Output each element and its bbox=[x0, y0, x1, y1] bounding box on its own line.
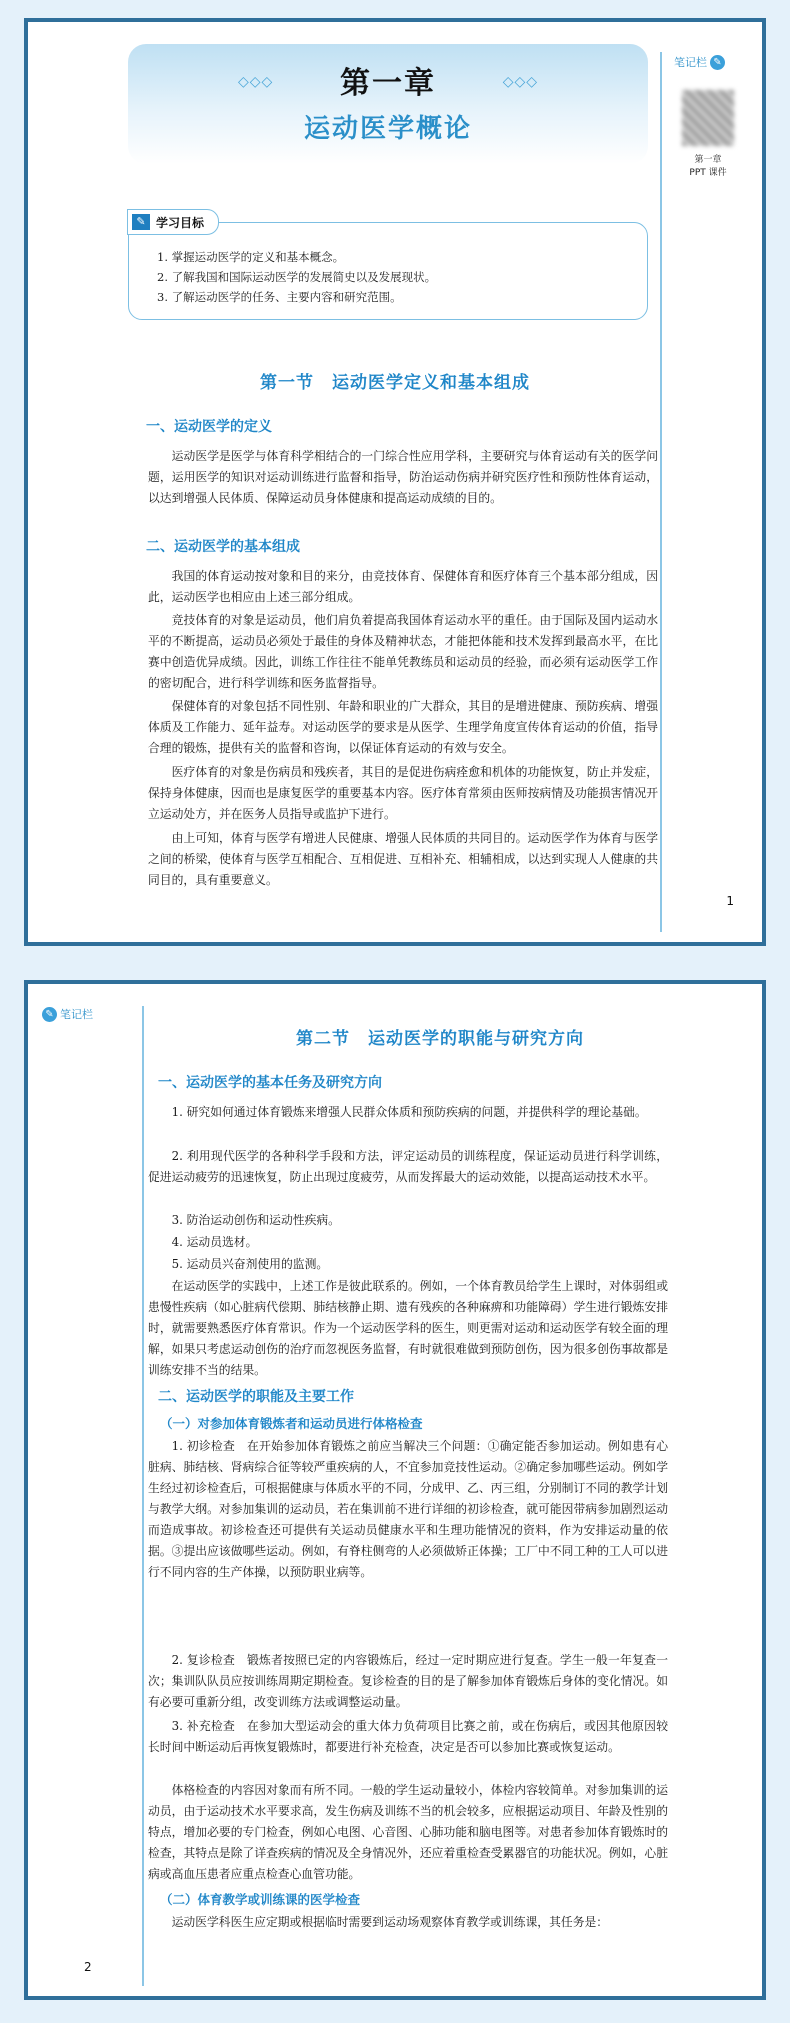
sub-subsection-title: （二）体育教学或训练课的医学检查 bbox=[160, 1892, 361, 1907]
body-paragraph: 由上可知，体育与医学有增进人民健康、增强人民体质的共同目的。运动医学作为体育与医学之间的桥梁，使体育与医学互相配合、互相促进、互相补充、相辅相成，以达到实现人人健康的共同目的，具有重要意义。 bbox=[148, 831, 658, 887]
diamond-ornament-left: ◇◇◇ bbox=[238, 74, 274, 90]
qr-caption-ppt: PPT 课件 bbox=[689, 168, 727, 178]
body-paragraph: 体格检查的内容因对象而有所不同。一般的学生运动量较小，体检内容较简单。对参加集训的运动员，由于运动技术水平要求高，发生伤病及训练不当的机会较多，应根据运动项目、年龄及性别的特点，增加必要的专门检查，例如心电图、心音图、心肺功能和脑电图等。对患者参加体育锻炼时的检查，其特点是除了详查疾病的情况及全身情况外，还应着重检查受累器官的功能状况。例如，心脏病或高血压患者应重点检查心血管功能。 bbox=[148, 1783, 668, 1881]
section-title: 第一节 运动医学定义和基本组成 bbox=[260, 373, 530, 393]
page-2 bbox=[24, 980, 766, 2000]
body-paragraph: 医疗体育的对象是伤病员和残疾者，其目的是促进伤病痊愈和机体的功能恢复，防止并发症，保持身体健康，因而也是康复医学的重要基本内容。医疗体育常须由医师按病情及功能损害情况开立运动处方，并在医务人员指导或监护下进行。 bbox=[148, 765, 658, 821]
pencil-icon: ✎ bbox=[132, 214, 150, 230]
subsection-title: 一、运动医学的基本任务及研究方向 bbox=[158, 1075, 382, 1091]
learning-objectives-label: 学习目标 bbox=[156, 215, 205, 230]
chapter-banner bbox=[128, 44, 648, 164]
page-1 bbox=[24, 18, 766, 946]
subsection-title: 二、运动医学的基本组成 bbox=[146, 539, 300, 555]
qr-caption-chapter: 第一章 bbox=[694, 155, 722, 165]
subsection-title: 二、运动医学的职能及主要工作 bbox=[158, 1389, 354, 1405]
body-paragraph: 在运动医学的实践中，上述工作是彼此联系的。例如，一个体育教员给学生上课时，对体弱组或患慢性疾病（如心脏病代偿期、肺结核静止期、遗有残疾的各种麻痹和功能障碍）学生进行锻炼安排时，就需要熟悉医疗体育常识。作为一个运动医学科的医生，则更需对运动和运动医学有较全面的理解，如果只考虑运动创伤的治疗而忽视医务监督，有时就很难做到预防创伤，因为很多创伤事故都是训练安排不当的结果。 bbox=[148, 1279, 668, 1377]
pen-icon: ✎ bbox=[42, 1007, 57, 1022]
notes-label: 笔记栏 bbox=[674, 56, 707, 69]
task-item: 3. 防治运动创伤和运动性疾病。 bbox=[171, 1213, 340, 1227]
objective-item: 3. 了解运动医学的任务、主要内容和研究范围。 bbox=[157, 290, 402, 304]
sub-subsection-title: （一）对参加体育锻炼者和运动员进行体格检查 bbox=[160, 1416, 423, 1431]
learning-objectives-tab bbox=[127, 209, 219, 235]
page-number: 2 bbox=[84, 1960, 92, 1974]
objective-item: 1. 掌握运动医学的定义和基本概念。 bbox=[157, 250, 345, 264]
diamond-ornament-right: ◇◇◇ bbox=[502, 74, 538, 90]
chapter-title: 运动医学概论 bbox=[303, 114, 472, 144]
notes-tag bbox=[42, 1006, 93, 1022]
page-number: 1 bbox=[726, 894, 734, 908]
section-title: 第二节 运动医学的职能与研究方向 bbox=[296, 1029, 584, 1049]
notes-column bbox=[660, 52, 742, 932]
qr-code[interactable] bbox=[682, 90, 734, 146]
learning-objectives-box bbox=[128, 215, 648, 320]
task-item: 1. 研究如何通过体育锻炼来增强人民群众体质和预防疾病的问题，并提供科学的理论基础。 bbox=[171, 1105, 647, 1119]
body-paragraph: 运动医学科医生应定期或根据临时需要到运动场观察体育教学或训练课，其任务是： bbox=[171, 1915, 609, 1929]
task-item: 5. 运动员兴奋剂使用的监测。 bbox=[171, 1257, 329, 1271]
notes-tag bbox=[674, 54, 725, 70]
definition-paragraph: 运动医学是医学与体育科学相结合的一门综合性应用学科，主要研究与体育运动有关的医学问题，运用医学的知识对运动训练进行监督和指导，防治运动伤病并研究医疗性和预防性体育运动，以达到增强人民体质、保障运动员身体健康和提高运动成绩的目的。 bbox=[148, 449, 658, 505]
subsection-title: 一、运动医学的定义 bbox=[146, 419, 272, 435]
chapter-number: 第一章 bbox=[340, 66, 436, 101]
notes-column bbox=[42, 1006, 144, 1986]
body-paragraph: 我国的体育运动按对象和目的来分，由竞技体育、保健体育和医疗体育三个基本部分组成，因此，运动医学也相应由上述三部分组成。 bbox=[148, 569, 658, 604]
task-item: 4. 运动员选材。 bbox=[171, 1235, 258, 1249]
objectives-list bbox=[157, 247, 436, 307]
body-paragraph: 1. 初诊检查 在开始参加体育锻炼之前应当解决三个问题：①确定能否参加运动。例如患有心脏病、肺结核、肾病综合征等较严重疾病的人，不宜参加竞技性运动。②确定参加哪些运动。例如学生经过初诊检查后，可根据健康与体质水平的不同，分成甲、乙、丙三组，分别制订不同的教学计划与教学大纲。对参加集训的运动员，若在集训前不进行详细的初诊检查，就可能因带病参加剧烈运动而造成事故。初诊检查还可提供有关运动员健康水平和生理功能情况的资料，作为安排运动量的依据。③提出应该做哪些运动。例如，有脊柱侧弯的人必须做矫正体操；工厂中不同工种的工人可以进行不同内容的生产体操，以预防职业病等。 bbox=[148, 1439, 668, 1579]
body-paragraph: 3. 补充检查 在参加大型运动会的重大体力负荷项目比赛之前，或在伤病后，或因其他原因较长时间中断运动后再恢复锻炼时，都要进行补充检查，决定是否可以参加比赛或恢复运动。 bbox=[148, 1719, 668, 1754]
qr-caption bbox=[672, 154, 744, 180]
notes-label: 笔记栏 bbox=[60, 1008, 93, 1021]
body-paragraph: 保健体育的对象包括不同性别、年龄和职业的广大群众，其目的是增进健康、预防疾病、增强体质及工作能力、延年益寿。对运动医学的要求是从医学、生理学角度宣传体育运动的价值，指导合理的锻炼，提供有关的监督和咨询，以保证体育运动的有效与安全。 bbox=[148, 699, 658, 755]
pen-icon: ✎ bbox=[710, 55, 725, 70]
body-paragraph: 2. 复诊检查 锻炼者按照已定的内容锻炼后，经过一定时期应进行复查。学生一般一年复查一次；集训队队员应按训练周期定期检查。复诊检查的目的是了解参加体育锻炼后身体的变化情况。如有必要可重新分组，改变训练方法或调整运动量。 bbox=[148, 1653, 668, 1709]
task-item: 2. 利用现代医学的各种科学手段和方法，评定运动员的训练程度，保证运动员进行科学训练，促进运动疲劳的迅速恢复，防止出现过度疲劳，从而发挥最大的运动效能，以提高运动技术水平。 bbox=[148, 1149, 668, 1184]
body-paragraph: 竞技体育的对象是运动员，他们肩负着提高我国体育运动水平的重任。由于国际及国内运动水平的不断提高，运动员必须处于最佳的身体及精神状态，才能把体能和技术发挥到最高水平，在比赛中创造优异成绩。因此，训练工作往往不能单凭教练员和运动员的经验，而必须有运动医学工作的密切配合，进行科学训练和医务监督指导。 bbox=[148, 613, 658, 690]
objective-item: 2. 了解我国和国际运动医学的发展简史以及发展现状。 bbox=[157, 270, 437, 284]
